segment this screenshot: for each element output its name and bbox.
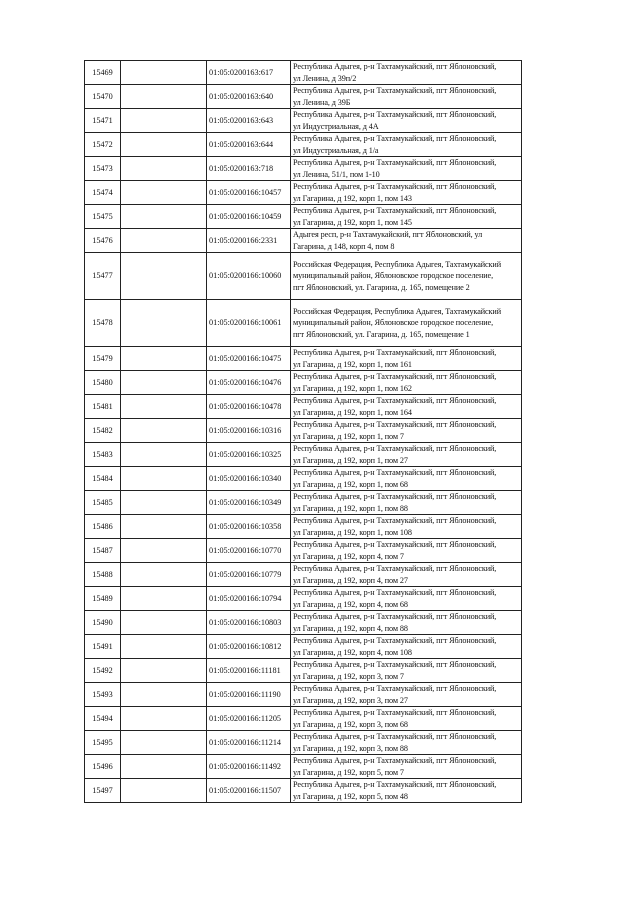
empty-cell	[121, 635, 207, 659]
table-row	[85, 779, 522, 803]
table-row	[85, 515, 522, 539]
record-number-cell: 15491	[85, 635, 121, 659]
record-number-cell: 15474	[85, 181, 121, 205]
table-row	[85, 300, 522, 347]
empty-cell	[121, 779, 207, 803]
table-row	[85, 85, 522, 109]
empty-cell	[121, 587, 207, 611]
cadastral-number-cell: 01:05:0200166:11181	[207, 659, 291, 683]
empty-cell	[121, 109, 207, 133]
record-number-cell: 15480	[85, 371, 121, 395]
property-registry-table	[84, 60, 522, 803]
table-row	[85, 563, 522, 587]
address-cell: Республика Адыгея, р-н Тахтамукайский, пгт Яблоновский, ул Гагарина, д 192, корп 1, пом 143	[291, 181, 522, 205]
cadastral-number-cell: 01:05:0200166:11190	[207, 683, 291, 707]
cadastral-number-cell: 01:05:0200166:10349	[207, 491, 291, 515]
address-cell: Республика Адыгея, р-н Тахтамукайский, пгт Яблоновский, ул Гагарина, д 192, корп 1, пом 7	[291, 419, 522, 443]
table-row	[85, 419, 522, 443]
table-row	[85, 707, 522, 731]
record-number-cell: 15479	[85, 347, 121, 371]
empty-cell	[121, 395, 207, 419]
record-number-cell: 15490	[85, 611, 121, 635]
empty-cell	[121, 731, 207, 755]
empty-cell	[121, 515, 207, 539]
address-cell: Республика Адыгея, р-н Тахтамукайский, пгт Яблоновский, ул Гагарина, д 192, корп 1, пом 164	[291, 395, 522, 419]
record-number-cell: 15488	[85, 563, 121, 587]
address-cell: Республика Адыгея, р-н Тахтамукайский, пгт Яблоновский, ул Ленина, 51/1, пом 1-10	[291, 157, 522, 181]
record-number-cell: 15485	[85, 491, 121, 515]
empty-cell	[121, 347, 207, 371]
record-number-cell: 15482	[85, 419, 121, 443]
address-cell: Республика Адыгея, р-н Тахтамукайский, пгт Яблоновский, ул Гагарина, д 192, корп 4, пом 108	[291, 635, 522, 659]
empty-cell	[121, 253, 207, 300]
address-cell: Республика Адыгея, р-н Тахтамукайский, пгт Яблоновский, ул Ленина, д 39Б	[291, 85, 522, 109]
record-number-cell: 15475	[85, 205, 121, 229]
table-row	[85, 229, 522, 253]
cadastral-number-cell: 01:05:0200163:718	[207, 157, 291, 181]
address-cell: Республика Адыгея, р-н Тахтамукайский, пгт Яблоновский, ул Гагарина, д 192, корп 1, пом 145	[291, 205, 522, 229]
table-row	[85, 755, 522, 779]
empty-cell	[121, 467, 207, 491]
cadastral-number-cell: 01:05:0200166:2331	[207, 229, 291, 253]
address-cell: Республика Адыгея, р-н Тахтамукайский, пгт Яблоновский, ул Гагарина, д 192, корп 1, пом 27	[291, 443, 522, 467]
empty-cell	[121, 539, 207, 563]
cadastral-number-cell: 01:05:0200166:10060	[207, 253, 291, 300]
cadastral-number-cell: 01:05:0200166:11507	[207, 779, 291, 803]
table-row	[85, 659, 522, 683]
record-number-cell: 15495	[85, 731, 121, 755]
table-row	[85, 109, 522, 133]
cadastral-number-cell: 01:05:0200163:617	[207, 61, 291, 85]
registry-table-body	[85, 61, 522, 803]
empty-cell	[121, 611, 207, 635]
table-row	[85, 133, 522, 157]
address-cell: Республика Адыгея, р-н Тахтамукайский, пгт Яблоновский, ул Гагарина, д 192, корп 4, пом 88	[291, 611, 522, 635]
empty-cell	[121, 85, 207, 109]
table-row	[85, 157, 522, 181]
record-number-cell: 15470	[85, 85, 121, 109]
empty-cell	[121, 300, 207, 347]
record-number-cell: 15473	[85, 157, 121, 181]
record-number-cell: 15489	[85, 587, 121, 611]
address-cell: Республика Адыгея, р-н Тахтамукайский, пгт Яблоновский, ул Ленина, д 39п/2	[291, 61, 522, 85]
record-number-cell: 15472	[85, 133, 121, 157]
address-cell: Республика Адыгея, р-н Тахтамукайский, пгт Яблоновский, ул Гагарина, д 192, корп 3, пом 27	[291, 683, 522, 707]
cadastral-number-cell: 01:05:0200166:10061	[207, 300, 291, 347]
record-number-cell: 15478	[85, 300, 121, 347]
cadastral-number-cell: 01:05:0200163:640	[207, 85, 291, 109]
cadastral-number-cell: 01:05:0200166:10340	[207, 467, 291, 491]
cadastral-number-cell: 01:05:0200166:10779	[207, 563, 291, 587]
address-cell: Республика Адыгея, р-н Тахтамукайский, пгт Яблоновский, ул Гагарина, д 192, корп 1, пом 161	[291, 347, 522, 371]
empty-cell	[121, 683, 207, 707]
empty-cell	[121, 419, 207, 443]
record-number-cell: 15481	[85, 395, 121, 419]
address-cell: Республика Адыгея, р-н Тахтамукайский, пгт Яблоновский, ул Гагарина, д 192, корп 3, пом 88	[291, 731, 522, 755]
record-number-cell: 15476	[85, 229, 121, 253]
table-row	[85, 491, 522, 515]
record-number-cell: 15484	[85, 467, 121, 491]
cadastral-number-cell: 01:05:0200166:10794	[207, 587, 291, 611]
empty-cell	[121, 371, 207, 395]
empty-cell	[121, 229, 207, 253]
table-row	[85, 611, 522, 635]
address-cell: Республика Адыгея, р-н Тахтамукайский, пгт Яблоновский, ул Гагарина, д 192, корп 1, пом 108	[291, 515, 522, 539]
cadastral-number-cell: 01:05:0200163:643	[207, 109, 291, 133]
record-number-cell: 15494	[85, 707, 121, 731]
table-row	[85, 731, 522, 755]
record-number-cell: 15471	[85, 109, 121, 133]
empty-cell	[121, 491, 207, 515]
table-row	[85, 467, 522, 491]
empty-cell	[121, 181, 207, 205]
record-number-cell: 15496	[85, 755, 121, 779]
record-number-cell: 15483	[85, 443, 121, 467]
address-cell: Республика Адыгея, р-н Тахтамукайский, пгт Яблоновский, ул Гагарина, д 192, корп 4, пом 68	[291, 587, 522, 611]
address-cell: Республика Адыгея, р-н Тахтамукайский, пгт Яблоновский, ул Гагарина, д 192, корп 1, пом 162	[291, 371, 522, 395]
empty-cell	[121, 205, 207, 229]
cadastral-number-cell: 01:05:0200166:10475	[207, 347, 291, 371]
address-cell: Российская Федерация, Республика Адыгея, Тахтамукайский муниципальный район, Яблоновское городское поселение, пгт Яблоновский, ул. Гагарина, д. 165, помещение 1	[291, 300, 522, 347]
cadastral-number-cell: 01:05:0200166:10812	[207, 635, 291, 659]
cadastral-number-cell: 01:05:0200166:10358	[207, 515, 291, 539]
address-cell: Республика Адыгея, р-н Тахтамукайский, пгт Яблоновский, ул Гагарина, д 192, корп 3, пом 68	[291, 707, 522, 731]
cadastral-number-cell: 01:05:0200166:11205	[207, 707, 291, 731]
record-number-cell: 15486	[85, 515, 121, 539]
address-cell: Адыгея респ, р-н Тахтамукайский, пгт Яблоновский, ул Гагарина, д 148, корп 4, пом 8	[291, 229, 522, 253]
table-row	[85, 347, 522, 371]
empty-cell	[121, 563, 207, 587]
empty-cell	[121, 443, 207, 467]
table-row	[85, 205, 522, 229]
record-number-cell: 15487	[85, 539, 121, 563]
cadastral-number-cell: 01:05:0200166:10325	[207, 443, 291, 467]
record-number-cell: 15492	[85, 659, 121, 683]
cadastral-number-cell: 01:05:0200166:10476	[207, 371, 291, 395]
cadastral-number-cell: 01:05:0200166:10478	[207, 395, 291, 419]
empty-cell	[121, 61, 207, 85]
empty-cell	[121, 707, 207, 731]
address-cell: Российская Федерация, Республика Адыгея, Тахтамукайский муниципальный район, Яблоновское городское поселение, пгт Яблоновский, ул. Гагарина, д. 165, помещение 2	[291, 253, 522, 300]
table-row	[85, 181, 522, 205]
table-row	[85, 253, 522, 300]
empty-cell	[121, 133, 207, 157]
address-cell: Республика Адыгея, р-н Тахтамукайский, пгт Яблоновский, ул Гагарина, д 192, корп 3, пом 7	[291, 659, 522, 683]
empty-cell	[121, 157, 207, 181]
address-cell: Республика Адыгея, р-н Тахтамукайский, пгт Яблоновский, ул Индустриальная, д 4А	[291, 109, 522, 133]
table-row	[85, 61, 522, 85]
cadastral-number-cell: 01:05:0200166:10457	[207, 181, 291, 205]
table-row	[85, 683, 522, 707]
address-cell: Республика Адыгея, р-н Тахтамукайский, пгт Яблоновский, ул Гагарина, д 192, корп 5, пом 7	[291, 755, 522, 779]
cadastral-number-cell: 01:05:0200166:11214	[207, 731, 291, 755]
record-number-cell: 15469	[85, 61, 121, 85]
table-row	[85, 635, 522, 659]
address-cell: Республика Адыгея, р-н Тахтамукайский, пгт Яблоновский, ул Гагарина, д 192, корп 1, пом 68	[291, 467, 522, 491]
cadastral-number-cell: 01:05:0200163:644	[207, 133, 291, 157]
empty-cell	[121, 755, 207, 779]
table-row	[85, 443, 522, 467]
record-number-cell: 15477	[85, 253, 121, 300]
cadastral-number-cell: 01:05:0200166:11492	[207, 755, 291, 779]
table-row	[85, 539, 522, 563]
address-cell: Республика Адыгея, р-н Тахтамукайский, пгт Яблоновский, ул Индустриальная, д 1/а	[291, 133, 522, 157]
cadastral-number-cell: 01:05:0200166:10770	[207, 539, 291, 563]
cadastral-number-cell: 01:05:0200166:10459	[207, 205, 291, 229]
address-cell: Республика Адыгея, р-н Тахтамукайский, пгт Яблоновский, ул Гагарина, д 192, корп 5, пом 48	[291, 779, 522, 803]
empty-cell	[121, 659, 207, 683]
record-number-cell: 15493	[85, 683, 121, 707]
record-number-cell: 15497	[85, 779, 121, 803]
address-cell: Республика Адыгея, р-н Тахтамукайский, пгт Яблоновский, ул Гагарина, д 192, корп 4, пом 27	[291, 563, 522, 587]
table-row	[85, 395, 522, 419]
table-row	[85, 587, 522, 611]
cadastral-number-cell: 01:05:0200166:10803	[207, 611, 291, 635]
cadastral-number-cell: 01:05:0200166:10316	[207, 419, 291, 443]
table-row	[85, 371, 522, 395]
address-cell: Республика Адыгея, р-н Тахтамукайский, пгт Яблоновский, ул Гагарина, д 192, корп 1, пом 88	[291, 491, 522, 515]
address-cell: Республика Адыгея, р-н Тахтамукайский, пгт Яблоновский, ул Гагарина, д 192, корп 4, пом 7	[291, 539, 522, 563]
